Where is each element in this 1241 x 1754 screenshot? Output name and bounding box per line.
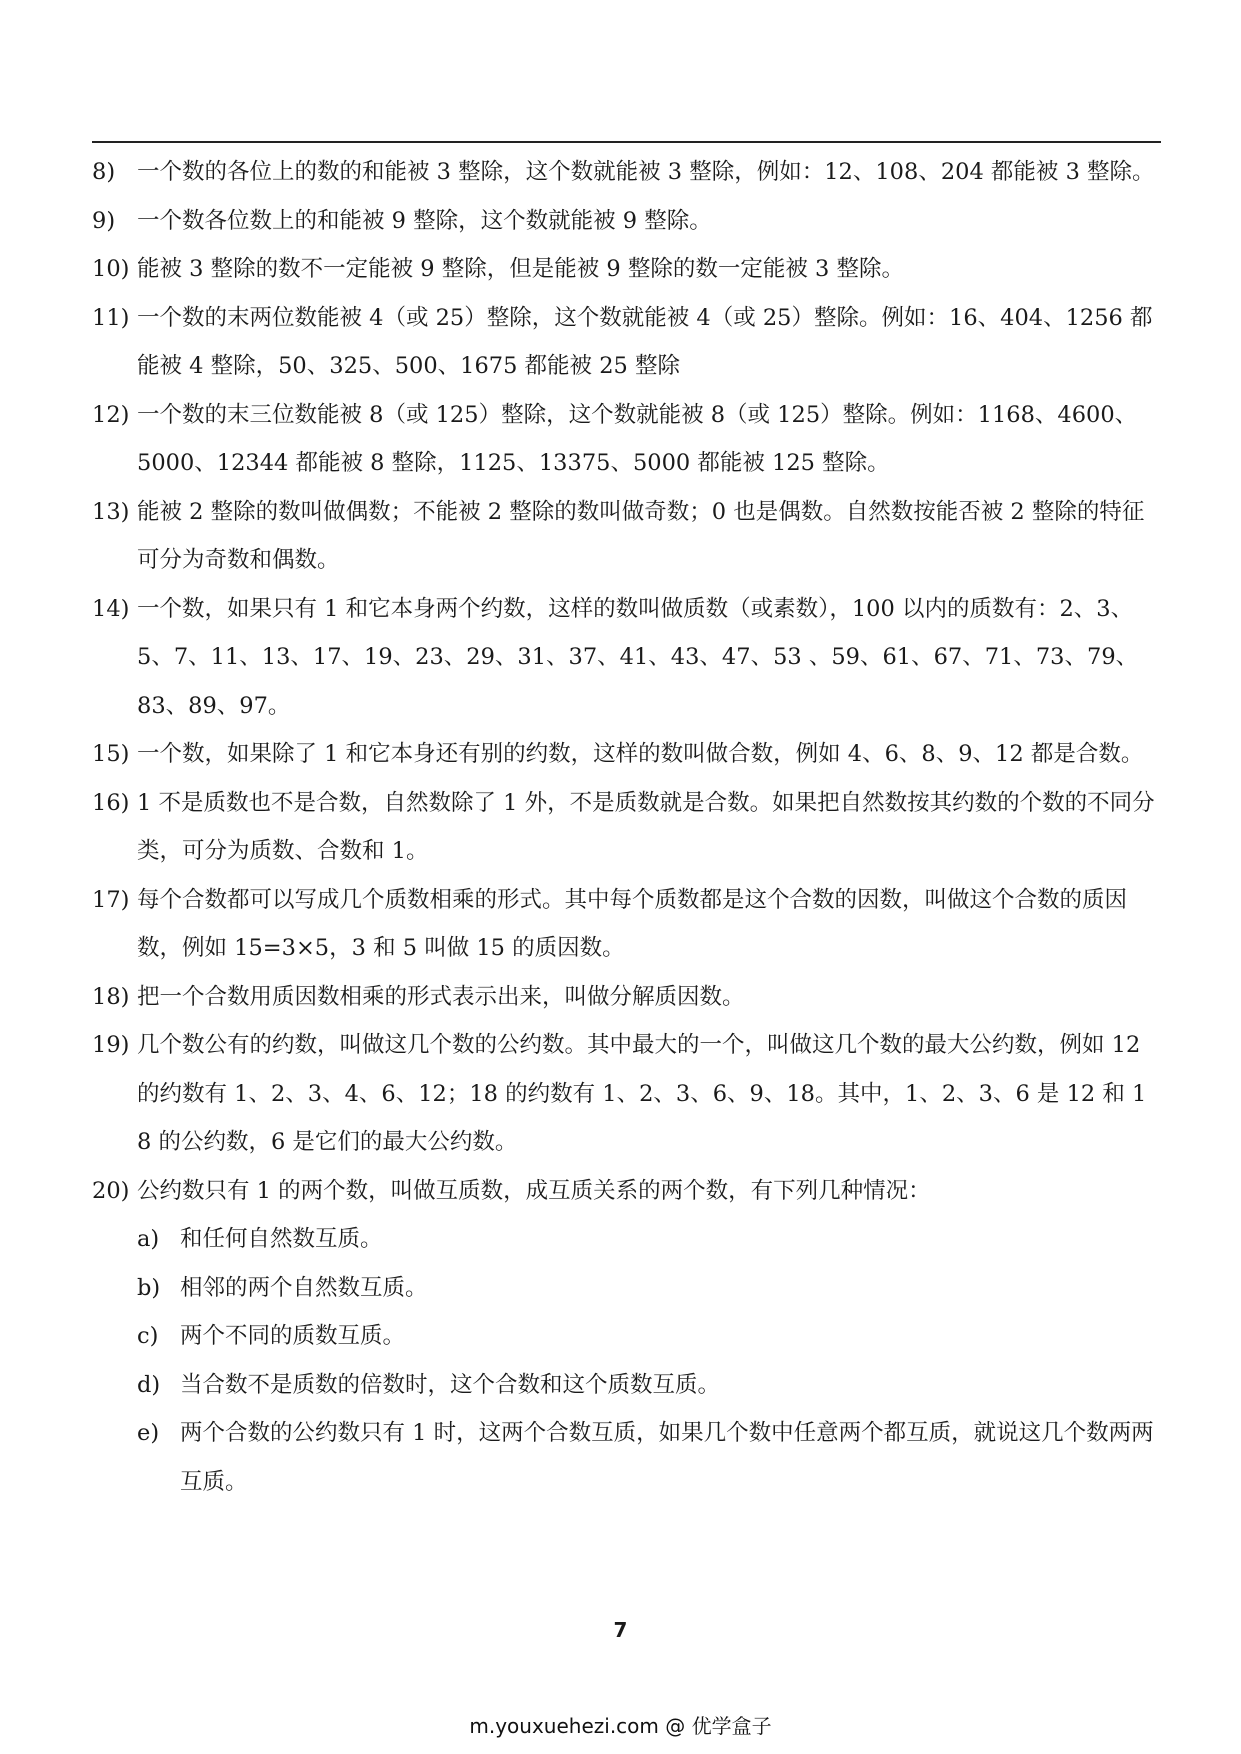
- page-number: 7: [613, 1618, 628, 1642]
- item-number: 11): [92, 304, 130, 331]
- sub-item-b: [92, 1264, 1164, 1313]
- item-text: 每个合数都可以写成几个质数相乘的形式。其中每个质数都是这个合数的因数，叫做这个合数的质因数，例如 15=3×5，3 和 5 叫做 15 的质因数。: [137, 886, 1128, 961]
- page-content: [92, 148, 1164, 1506]
- item-text: 一个数，如果只有 1 和它本身两个约数，这样的数叫做质数（或素数），100 以内的质数有：2、3、5、7、11、13、17、19、23、29、31、37、41、43、47、53 、59、61、67、71、73、79、83、89、97。: [137, 595, 1139, 719]
- list-item-15: [92, 730, 1164, 779]
- list-item-18: [92, 973, 1164, 1022]
- item-text: 一个数的末两位数能被 4（或 25）整除，这个数就能被 4（或 25）整除。例如：16、404、1256 都能被 4 整除，50、325、500、1675 都能被 25 整除: [137, 304, 1153, 379]
- sub-item-text: 和任何自然数互质。: [180, 1226, 383, 1252]
- item-number: 14): [92, 595, 130, 622]
- item-number: 13): [92, 498, 130, 525]
- item-text: 一个数各位数上的和能被 9 整除，这个数就能被 9 整除。: [137, 207, 712, 234]
- item-number: 10): [92, 256, 130, 282]
- item-number: 20): [92, 1177, 130, 1204]
- list-item-14: [92, 585, 1164, 731]
- footer-watermark: m.youxuehezi.com @ 优学盒子: [469, 1714, 772, 1738]
- list-item-20: [92, 1167, 1164, 1216]
- item-text: 一个数的末三位数能被 8（或 125）整除，这个数就能被 8（或 125）整除。例如：1168、4600、5000、12344 都能被 8 整除，1125、13375、5000 都能被 125 整除。: [137, 401, 1138, 476]
- sub-item-text: 两个合数的公约数只有 1 时，这两个合数互质，如果几个数中任意两个都互质，就说这几个数两两互质。: [180, 1420, 1154, 1495]
- item-text: 几个数公有的约数，叫做这几个数的公约数。其中最大的一个，叫做这几个数的最大公约数，例如 12 的约数有 1、2、3、4、6、12；18 的约数有 1、2、3、6、9、18。其中，1、2、3、6 是 12 和 1 8 的公约数，6 是它们的最大公约数。: [137, 1032, 1147, 1155]
- item-text: 1 不是质数也不是合数，自然数除了 1 外，不是质数就是合数。如果把自然数按其约数的个数的不同分类，可分为质数、合数和 1。: [137, 789, 1155, 864]
- item-number: 18): [92, 983, 130, 1010]
- sub-item-text: 当合数不是质数的倍数时，这个合数和这个质数互质。: [180, 1371, 721, 1398]
- item-text: 能被 3 整除的数不一定能被 9 整除，但是能被 9 整除的数一定能被 3 整除。: [137, 256, 904, 282]
- list-item-11: [92, 294, 1164, 391]
- list-item-8: [92, 148, 1164, 197]
- sub-item-text: 两个不同的质数互质。: [180, 1323, 406, 1349]
- list-item-17: [92, 876, 1164, 973]
- item-number: 12): [92, 401, 130, 428]
- item-text: 公约数只有 1 的两个数，叫做互质数，成互质关系的两个数，有下列几种情况：: [137, 1177, 931, 1204]
- sub-item-e: [92, 1409, 1164, 1506]
- sub-item-d: [92, 1361, 1164, 1410]
- sub-item-letter: d): [137, 1371, 161, 1398]
- item-text: 把一个合数用质因数相乘的形式表示出来，叫做分解质因数。: [137, 983, 745, 1010]
- sub-item-letter: c): [137, 1323, 159, 1349]
- item-number: 19): [92, 1032, 130, 1058]
- item-number: 16): [92, 789, 130, 816]
- sub-item-letter: a): [137, 1226, 160, 1252]
- list-item-16: [92, 779, 1164, 876]
- item-text: 一个数的各位上的数的和能被 3 整除，这个数就能被 3 整除，例如：12、108、204 都能被 3 整除。: [137, 159, 1155, 185]
- item-text: 能被 2 整除的数叫做偶数；不能被 2 整除的数叫做奇数；0 也是偶数。自然数按能否被 2 整除的特征可分为奇数和偶数。: [137, 498, 1145, 573]
- sub-item-text: 相邻的两个自然数互质。: [180, 1274, 428, 1301]
- item-number: 15): [92, 741, 130, 767]
- item-number: 17): [92, 886, 130, 913]
- list-item-19: [92, 1021, 1164, 1167]
- list-item-12: [92, 391, 1164, 488]
- header-rule: [92, 141, 1161, 143]
- list-item-9: [92, 197, 1164, 246]
- list-item-10: [92, 245, 1164, 294]
- item-text: 一个数，如果除了 1 和它本身还有别的约数，这样的数叫做合数，例如 4、6、8、9、12 都是合数。: [137, 741, 1144, 767]
- item-number: 8): [92, 159, 116, 185]
- sub-item-a: [92, 1215, 1164, 1264]
- item-number: 9): [92, 207, 116, 234]
- sub-item-c: [92, 1312, 1164, 1361]
- list-item-13: [92, 488, 1164, 585]
- sub-item-letter: b): [137, 1274, 161, 1301]
- sub-item-letter: e): [137, 1420, 160, 1446]
